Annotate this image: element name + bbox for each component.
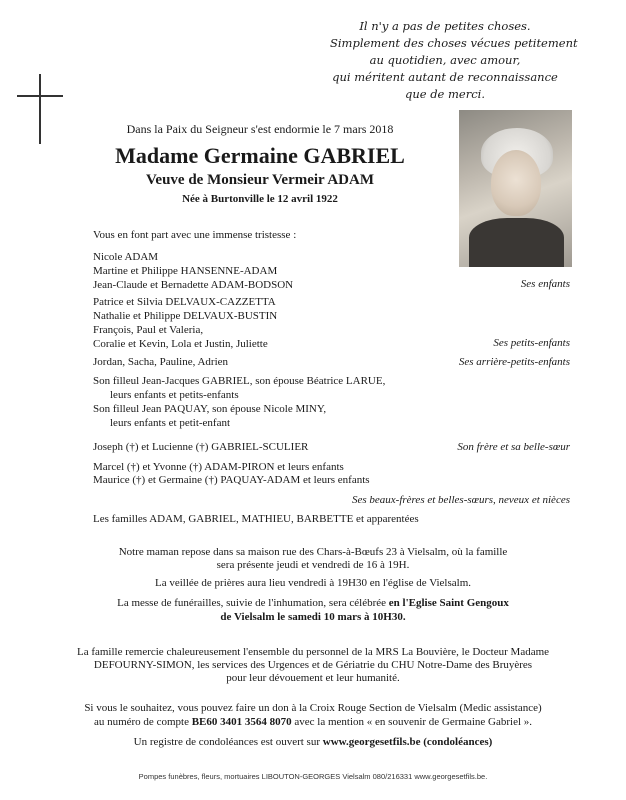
deceased-name: Madame Germaine GABRIEL (115, 143, 405, 168)
quote-line: que de merci. (404, 87, 486, 101)
mass-date: de Vielsalm le samedi 10 mars à 10H30. (220, 611, 406, 623)
list-item: Martine et Philippe HANSENNE-ADAM (93, 265, 278, 277)
thanks-line: DEFOURNY-SIMON, les services des Urgences et de Gériatrie du CHU Notre-Dame des Bruyères (93, 659, 533, 671)
portrait-photo (459, 110, 572, 267)
donation-line: Si vous le souhaitez, vous pouvez faire un don à la Croix Rouge Section de Vielsalm (Medic assistance) (84, 702, 542, 714)
quote-line: Il n'y a pas de petites choses. (359, 19, 531, 33)
group-label: Son frère et sa belle-sœur (457, 441, 570, 453)
list-item: Nathalie et Philippe DELVAUX-BUSTIN (93, 310, 278, 322)
thanks-line: La famille remercie chaleureusement l'ensemble du personnel de la MRS La Bouvière, le Docteur Madame (76, 646, 550, 658)
vigil-line: La veillée de prières aura lieu vendredi à 19H30 en l'église de Vielsalm. (154, 577, 472, 589)
list-item: Coralie et Kevin, Lola et Justin, Juliette (93, 338, 268, 350)
announce-line: Vous en font part avec une immense tristesse : (93, 229, 297, 241)
birth-line: Née à Burtonville le 12 avril 1922 (182, 193, 338, 205)
group-label: Ses beaux-frères et belles-sœurs, neveux et nièces (352, 494, 570, 506)
mass-text: La messe de funérailles, suivie de l'inhumation, sera célébrée (117, 597, 389, 609)
list-item: Joseph (†) et Lucienne (†) GABRIEL-SCULIER (93, 441, 309, 453)
list-item: Marcel (†) et Yvonne (†) ADAM-PIRON et leurs enfants (93, 461, 344, 473)
bank-account: BE60 3401 3564 8070 (191, 716, 292, 728)
rest-line: sera présente jeudi et vendredi de 16 à 19H. (216, 559, 410, 571)
group-label: Ses enfants (520, 278, 570, 290)
group-label: Ses petits-enfants (493, 337, 570, 349)
list-item: leurs enfants et petit-enfant (110, 417, 231, 429)
list-item: François, Paul et Valeria, (93, 324, 204, 336)
cross-icon (39, 74, 41, 144)
quote-line: qui méritent autant de reconnaissance (332, 70, 558, 84)
rest-line: Notre maman repose dans sa maison rue des Chars-à-Bœufs 23 à Vielsalm, où la famille (118, 546, 508, 558)
widow-line: Veuve de Monsieur Vermeir ADAM (145, 172, 375, 188)
register-line: Un registre de condoléances est ouvert sur www.georgesetfils.be (condoléances) (133, 736, 493, 748)
list-item: Maurice (†) et Germaine (†) PAQUAY-ADAM et leurs enfants (93, 474, 370, 486)
quote-line: au quotidien, avec amour, (369, 53, 521, 67)
donation-account-line: au numéro de compte BE60 3401 3564 8070 avec la mention « en souvenir de Germaine Gabriel ». (93, 716, 533, 728)
intro-line: Dans la Paix du Seigneur s'est endormie le 7 mars 2018 (126, 122, 394, 136)
footer: Pompes funèbres, fleurs, mortuaires LIBOUTON-GEORGES Vielsalm 080/216331 www.georgesetfils.be. (138, 772, 488, 781)
list-item: Jordan, Sacha, Pauline, Adrien (93, 356, 229, 368)
list-item: Patrice et Silvia DELVAUX-CAZZETTA (93, 296, 276, 308)
epigraph-quote (330, 18, 578, 103)
list-item: Les familles ADAM, GABRIEL, MATHIEU, BARBETTE et apparentées (93, 513, 419, 525)
list-item: Jean-Claude et Bernadette ADAM-BODSON (93, 279, 294, 291)
mass-line (40, 596, 586, 610)
list-item: Son filleul Jean-Jacques GABRIEL, son épouse Béatrice LARUE, (93, 375, 386, 387)
quote-line: Simplement des choses vécues petitement (330, 36, 578, 50)
cross-icon-bar (17, 95, 63, 97)
group-label: Ses arrière-petits-enfants (458, 356, 570, 368)
thanks-line: pour leur dévouement et leur humanité. (226, 672, 400, 684)
list-item: Nicole ADAM (93, 251, 159, 263)
mass-place: en l'Eglise Saint Gengoux (388, 597, 509, 609)
condolence-link[interactable]: www.georgesetfils.be (condoléances) (322, 736, 493, 748)
list-item: leurs enfants et petits-enfants (110, 389, 239, 401)
list-item: Son filleul Jean PAQUAY, son épouse Nicole MINY, (93, 403, 327, 415)
